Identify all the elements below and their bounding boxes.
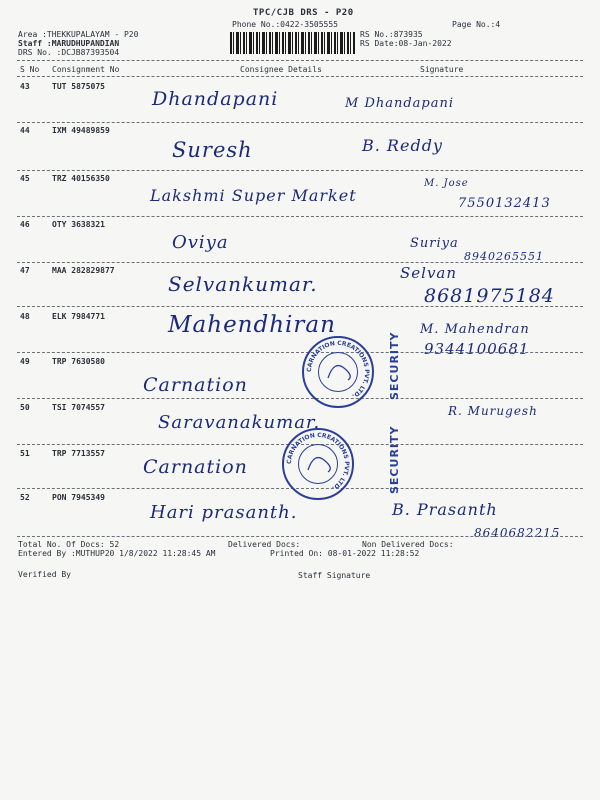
- signature-handwriting: M. Jose: [424, 178, 469, 189]
- area-label: Area :THEKKUPALAYAM - P20: [18, 30, 139, 39]
- row-sno: 44: [20, 126, 30, 135]
- phone-handwriting: 8640682215: [474, 526, 561, 540]
- signature-handwriting: M Dhandapani: [345, 96, 455, 111]
- signature-handwriting: M. Mahendran: [420, 322, 530, 337]
- row-consignment: TRZ 40156350: [52, 174, 110, 183]
- phone-handwriting: 8940265551: [464, 250, 544, 263]
- delivered-docs: Delivered Docs:: [228, 540, 301, 549]
- row-consignment: IXM 49489859: [52, 126, 110, 135]
- row-consignment: PON 7945349: [52, 493, 105, 502]
- phone-number: Phone No.:0422-3505555: [232, 20, 338, 29]
- consignee-handwriting: Suresh: [172, 138, 253, 162]
- document-title: TPC/CJB DRS - P20: [253, 8, 354, 18]
- row-divider: [17, 216, 583, 217]
- verified-by: Verified By: [18, 570, 71, 579]
- row-sno: 43: [20, 82, 30, 91]
- phone-handwriting: 7550132413: [458, 196, 551, 211]
- consignee-handwriting: Carnation: [143, 374, 248, 396]
- consignee-handwriting: Oviya: [172, 232, 229, 253]
- row-divider: [17, 122, 583, 123]
- col-consignment: Consignment No: [52, 65, 120, 74]
- row-divider: [17, 536, 583, 537]
- signature-handwriting: Selvan: [400, 264, 458, 282]
- row-sno: 48: [20, 312, 30, 321]
- row-sno: 50: [20, 403, 30, 412]
- row-consignment: ELK 7984771: [52, 312, 105, 321]
- row-divider: [17, 352, 583, 353]
- row-consignment: TSI 7074557: [52, 403, 105, 412]
- total-docs: Total No. Of Docs: 52: [18, 540, 120, 549]
- drs-number: DRS No. :DCJB87393504: [18, 48, 120, 57]
- row-consignment: MAA 282829877: [52, 266, 115, 275]
- staff-label: Staff :MARUDHUPANDIAN: [18, 39, 120, 48]
- column-header-divider: [17, 76, 583, 77]
- row-sno: 51: [20, 449, 30, 458]
- header-divider: [17, 60, 583, 61]
- row-divider: [17, 398, 583, 399]
- row-sno: 45: [20, 174, 30, 183]
- consignee-handwriting: Lakshmi Super Market: [150, 186, 357, 205]
- barcode: [230, 32, 355, 54]
- row-sno: 49: [20, 357, 30, 366]
- phone-handwriting: 8681975184: [424, 285, 555, 307]
- row-divider: [17, 170, 583, 171]
- entered-by: Entered By :MUTHUP20 1/8/2022 11:28:45 AM: [18, 549, 216, 558]
- consignee-handwriting: Hari prasanth.: [150, 502, 298, 523]
- row-sno: 46: [20, 220, 30, 229]
- signature-handwriting: Suriya: [410, 236, 459, 251]
- svg-text:CARNATION CREATIONS PVT. LTD.: CARNATION CREATIONS PVT. LTD.: [285, 431, 351, 492]
- printed-on: Printed On: 08-01-2022 11:28:52: [270, 549, 420, 558]
- consignee-handwriting: Mahendhiran: [168, 312, 336, 338]
- rs-date: RS Date:08-Jan-2022: [360, 39, 452, 48]
- staff-signature: Staff Signature: [298, 571, 371, 580]
- consignee-handwriting: Dhandapani: [152, 88, 279, 110]
- svg-text:CARNATION CREATIONS PVT. LTD.: CARNATION CREATIONS PVT. LTD.: [305, 339, 371, 400]
- rs-number: RS No.:873935: [360, 30, 423, 39]
- row-sno: 52: [20, 493, 30, 502]
- company-stamp: [302, 336, 374, 408]
- security-stamp-label: SECURITY: [388, 425, 401, 494]
- row-consignment: TRP 7713557: [52, 449, 105, 458]
- consignee-handwriting: Selvankumar.: [168, 272, 318, 296]
- col-consignee: Consignee Details: [240, 65, 322, 74]
- page-number: Page No.:4: [452, 20, 501, 29]
- row-divider: [17, 262, 583, 263]
- col-sno: S No: [20, 65, 40, 74]
- non-delivered-docs: Non Delivered Docs:: [362, 540, 454, 549]
- consignee-handwriting: Carnation: [143, 456, 248, 478]
- phone-handwriting: 9344100681: [424, 340, 530, 358]
- row-divider: [17, 306, 583, 307]
- row-sno: 47: [20, 266, 30, 275]
- row-consignment: OTY 3638321: [52, 220, 105, 229]
- company-stamp: [282, 428, 354, 500]
- signature-handwriting: B. Prasanth: [392, 500, 498, 519]
- consignee-handwriting: Saravanakumar.: [158, 412, 321, 433]
- row-consignment: TRP 7630580: [52, 357, 105, 366]
- signature-handwriting: R. Murugesh: [448, 404, 538, 418]
- row-consignment: TUT 5875075: [52, 82, 105, 91]
- col-signature: Signature: [420, 65, 464, 74]
- security-stamp-label: SECURITY: [388, 331, 401, 400]
- signature-handwriting: B. Reddy: [362, 136, 443, 155]
